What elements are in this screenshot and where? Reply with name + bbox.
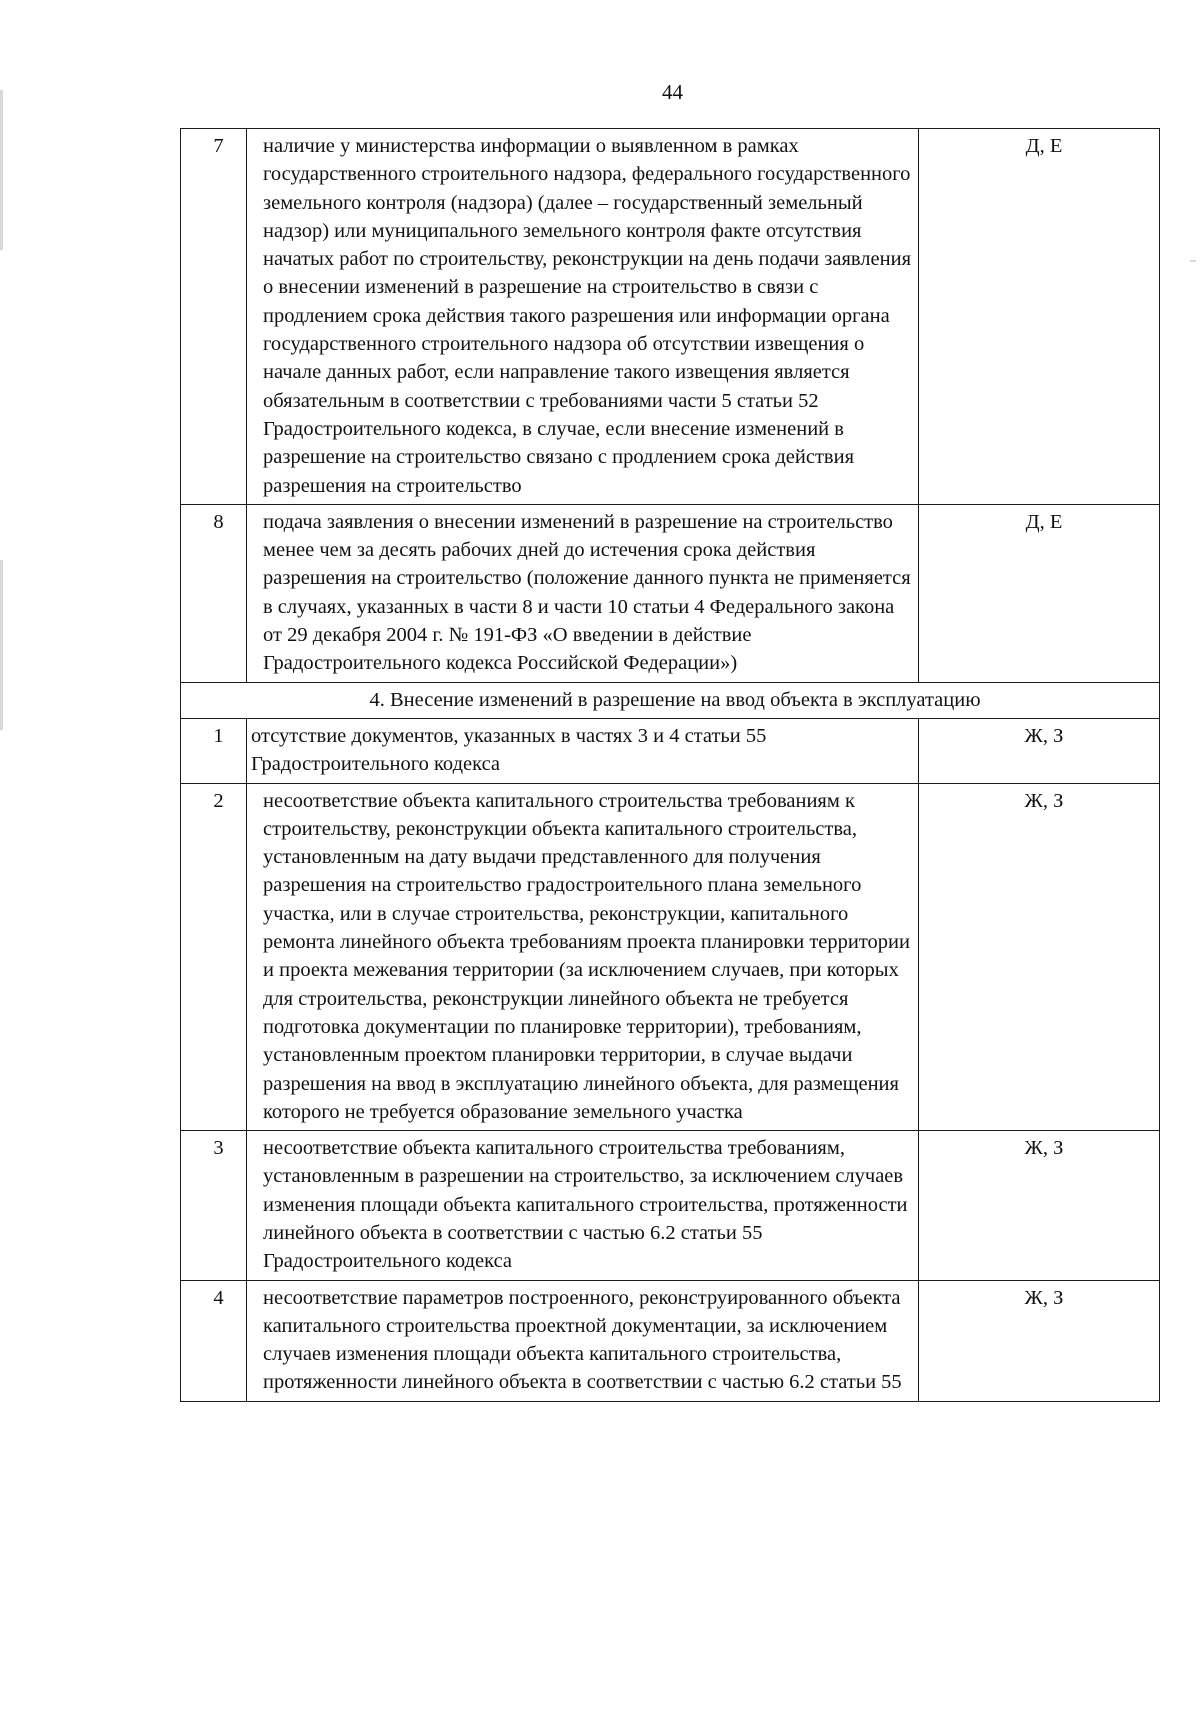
scan-edge-mark [0, 560, 3, 730]
row-number: 7 [181, 129, 247, 505]
row-codes: Д, Е [919, 129, 1160, 505]
table-row [181, 1280, 1160, 1401]
row-number: 4 [181, 1280, 247, 1401]
page-number: 44 [662, 80, 683, 104]
table-row [181, 718, 1160, 783]
row-text: наличие у министерства информации о выявленном в рамках государственного строительного надзора, федерального государственного земельного контроля (надзора) (далее – государственный земельный надзор) или муниципального земельного контроля факте отсутствия начатых работ по строительству, реконструкции на день подачи заявления о внесении изменений в разрешение на строительство в связи с продлением срока действия такого разрешения или информации органа государственного строительного надзора об отсутствии извещения о начале данных работ, если направление такого извещения является обязательным в соответствии с требованиями части 5 статьи 52 Градостроительного кодекса, в случае, если внесение изменений в разрешение на строительство связано с продлением срока действия разрешения на строительство [247, 129, 919, 505]
row-number: 2 [181, 783, 247, 1131]
row-codes: Ж, З [919, 718, 1160, 783]
row-codes: Ж, З [919, 1131, 1160, 1280]
table-row [181, 783, 1160, 1131]
row-number: 3 [181, 1131, 247, 1280]
refusal-grounds-table [180, 128, 1160, 1402]
row-text: подача заявления о внесении изменений в разрешение на строительство менее чем за десять рабочих дней до истечения срока действия разрешения на строительство (положение данного пункта не применяется в случаях, указанных в части 8 и части 10 статьи 4 Федерального закона от 29 декабря 2004 г. № 191-ФЗ «О введении в действие Градостроительного кодекса Российской Федерации») [247, 504, 919, 682]
scan-edge-mark [0, 90, 3, 250]
row-codes: Ж, З [919, 1280, 1160, 1401]
row-text: несоответствие объекта капитального строительства требованиям к строительству, реконструкции объекта капитального строительства, установленным на дату выдачи представленного для получения разрешения на строительство градостроительного плана земельного участка, или в случае строительства, реконструкции, капитального ремонта линейного объекта требованиям проекта планировки территории и проекта межевания территории (за исключением случаев, при которых для строительства, реконструкции линейного объекта не требуется подготовка документации по планировке территории), требованиям, установленным проектом планировки территории, в случае выдачи разрешения на ввод в эксплуатацию линейного объекта, для размещения которого не требуется образование земельного участка [247, 783, 919, 1131]
row-number: 8 [181, 504, 247, 682]
table-row [181, 1131, 1160, 1280]
table-row [181, 129, 1160, 505]
row-text: отсутствие документов, указанных в частях 3 и 4 статьи 55 Градостроительного кодекса [247, 718, 919, 783]
row-number: 1 [181, 718, 247, 783]
table-row [181, 504, 1160, 682]
section-heading-row [181, 682, 1160, 718]
scan-edge-mark [1190, 260, 1196, 262]
row-text: несоответствие объекта капитального строительства требованиям, установленным в разрешении на строительство, за исключением случаев изменения площади объекта капитального строительства, протяженности линейного объекта в соответствии с частью 6.2 статьи 55 Градостроительного кодекса [247, 1131, 919, 1280]
section-heading: 4. Внесение изменений в разрешение на ввод объекта в эксплуатацию [181, 682, 1160, 718]
row-codes: Д, Е [919, 504, 1160, 682]
row-codes: Ж, З [919, 783, 1160, 1131]
row-text: несоответствие параметров построенного, реконструированного объекта капитального строительства проектной документации, за исключением случаев изменения площади объекта капитального строительства, протяженности линейного объекта в соответствии с частью 6.2 статьи 55 [247, 1280, 919, 1401]
